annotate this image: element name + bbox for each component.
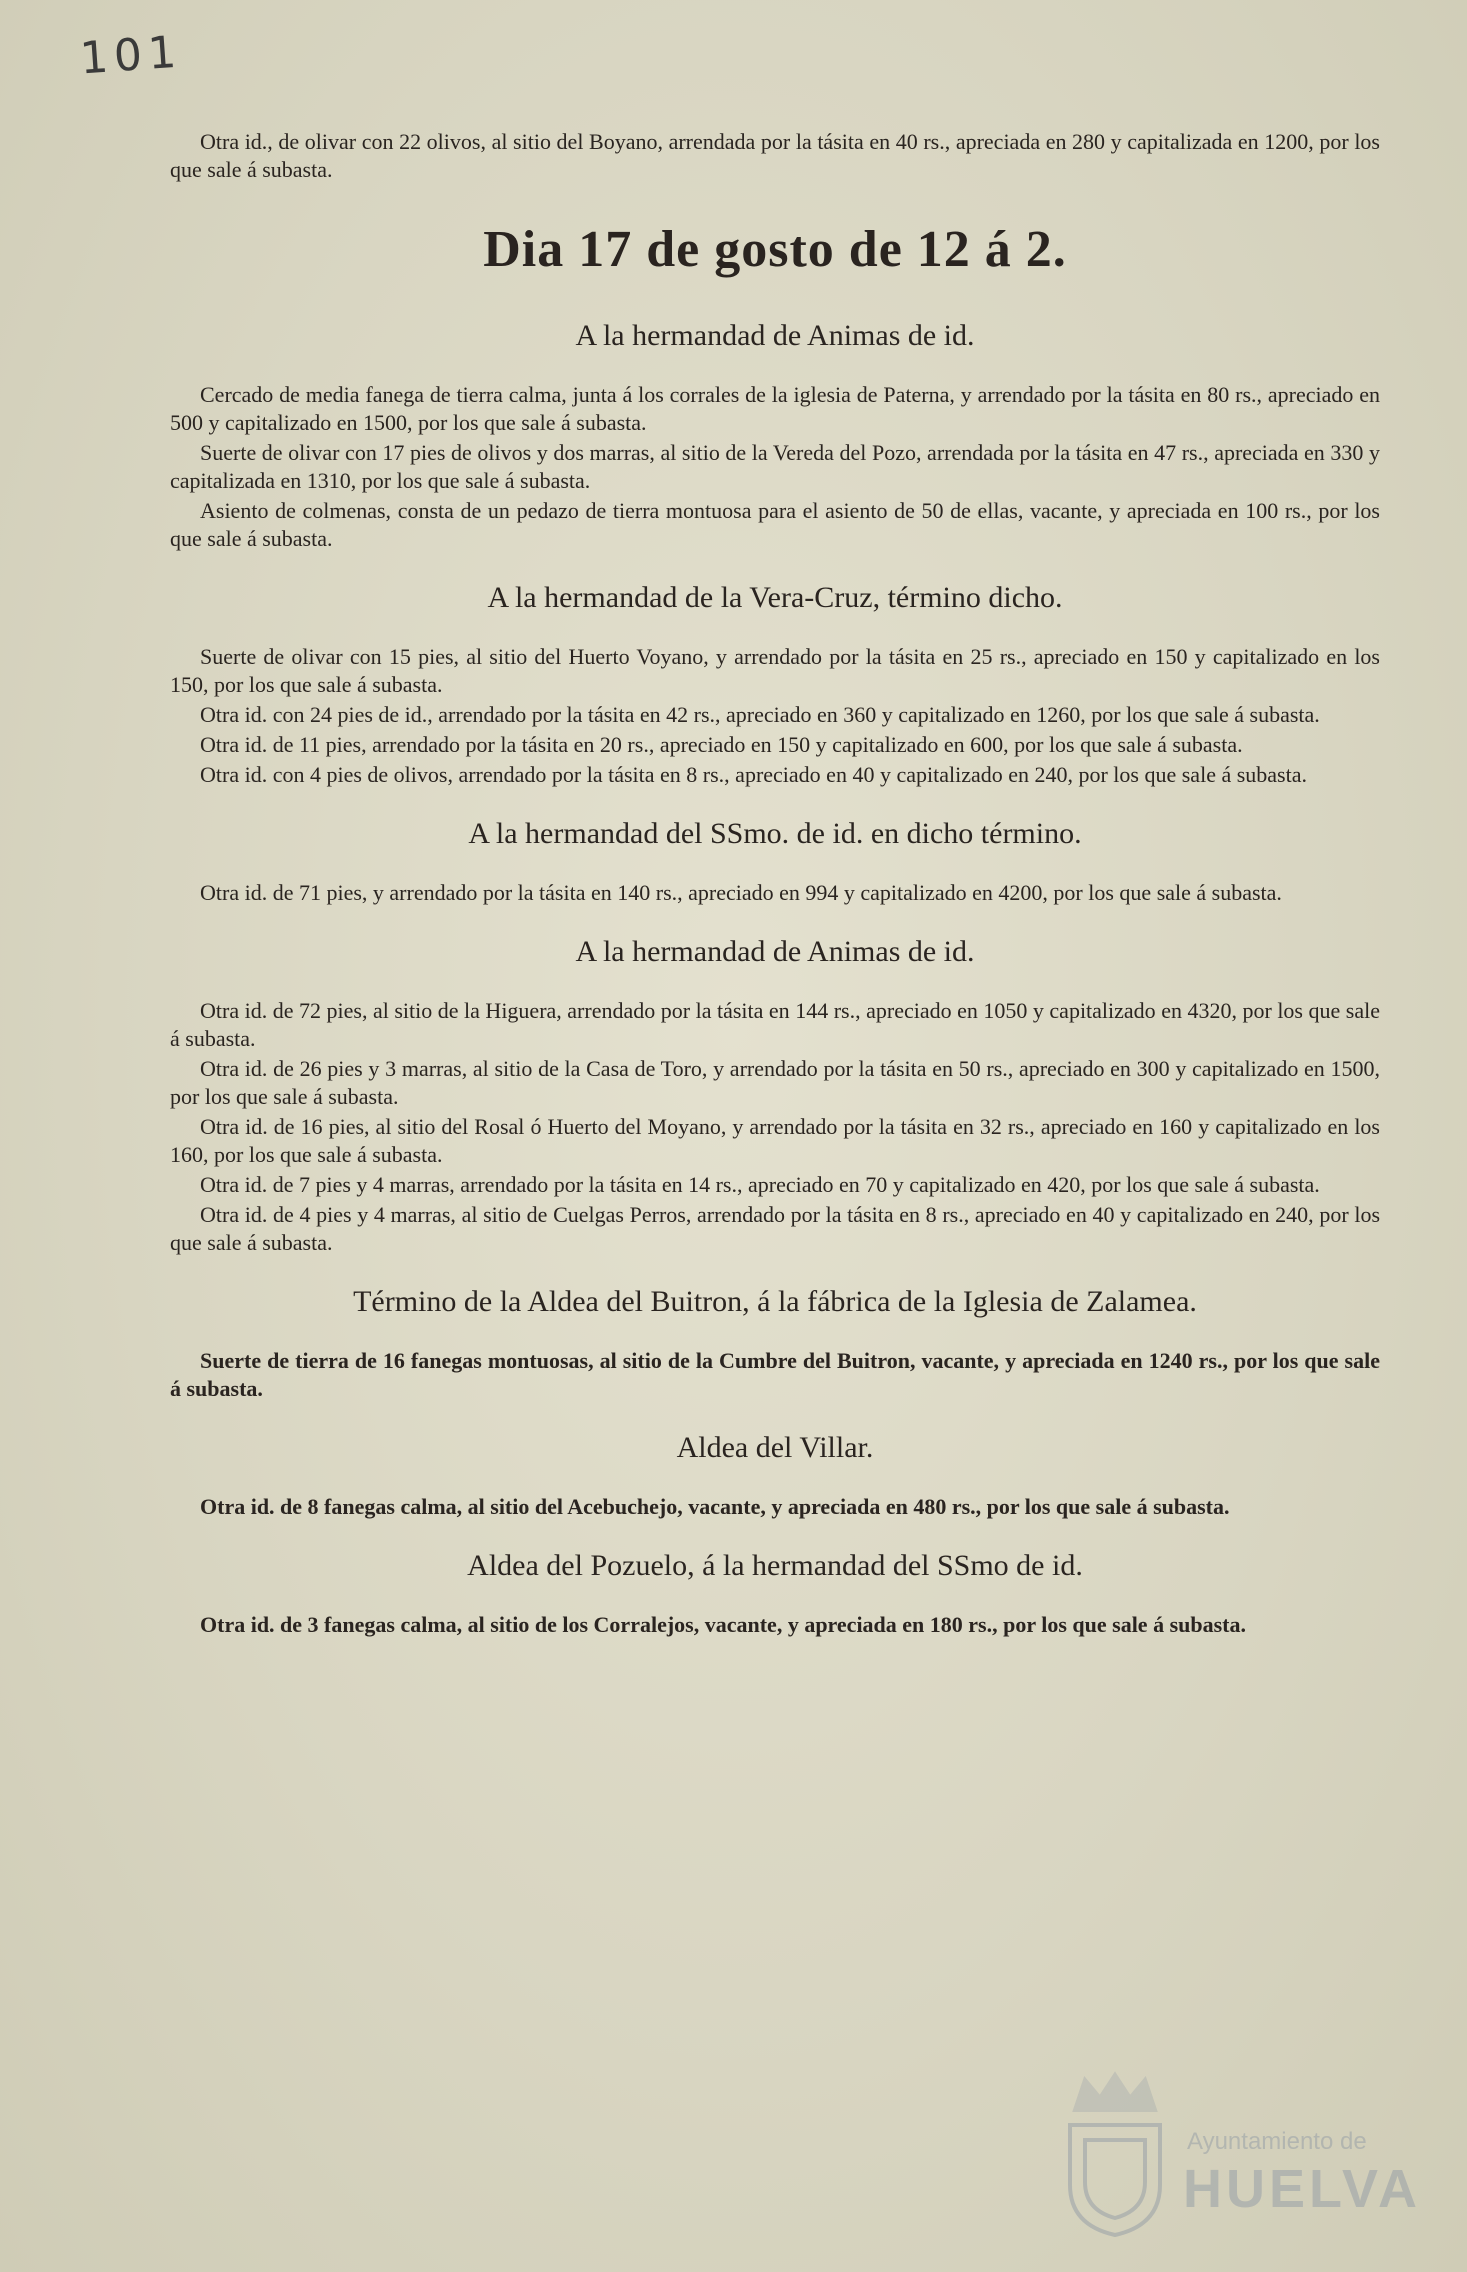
section-paragraph: Otra id. de 16 pies, al sitio del Rosal ó Huerto del Moyano, y arrendado por la tásita en 32 rs., apreciado en 160 y capitalizado en los 160, por los que sale á subasta. [170,1114,1380,1167]
section-heading: A la hermandad del SSmo. de id. en dicho término. [468,817,1082,850]
section-heading: A la hermandad de la Vera-Cruz, término dicho. [487,581,1063,614]
section-heading: Término de la Aldea del Buitron, á la fábrica de la Iglesia de Zalamea. [353,1285,1197,1318]
section-paragraph: Suerte de olivar con 15 pies, al sitio del Huerto Voyano, y arrendado por la tásita en 25 rs., apreciado en 150 y capitalizado en los 150, por los que sale á subasta. [170,644,1380,697]
section-heading: A la hermandad de Animas de id. [575,935,975,968]
section-paragraph: Otra id. con 4 pies de olivos, arrendado por la tásita en 8 rs., apreciado en 40 y capitalizado en 240, por los que sale á subasta. [200,762,1307,787]
section-paragraph: Suerte de olivar con 17 pies de olivos y dos marras, al sitio de la Vereda del Pozo, arrendada por la tásita en 47 rs., apreciada en 330 y capitalizada en 1310, por los que sale á subasta. [170,440,1380,493]
section-paragraph: Asiento de colmenas, consta de un pedazo de tierra montuosa para el asiento de 50 de ellas, vacante, y apreciada en 100 rs., por los que sale á subasta. [170,498,1380,551]
section-paragraph: Otra id. de 8 fanegas calma, al sitio del Acebuchejo, vacante, y apreciada en 480 rs., por los que sale á subasta. [200,1494,1230,1519]
handwritten-note: 101 [78,26,184,85]
section-paragraph: Otra id. de 4 pies y 4 marras, al sitio de Cuelgas Perros, arrendado por la tásita en 8 rs., apreciado en 40 y capitalizado en 240, por los que sale á subasta. [170,1202,1380,1255]
watermark-logo [1055,2070,1421,2240]
day-title: Dia 17 de gosto de 12 á 2. [483,221,1067,278]
section-paragraph: Otra id. de 26 pies y 3 marras, al sitio de la Casa de Toro, y arrendado por la tásita en 50 rs., apreciado en 300 y capitalizado en 1500, por los que sale á subasta. [170,1056,1380,1109]
section-paragraph: Otra id. de 71 pies, y arrendado por la tásita en 140 rs., apreciado en 994 y capitalizado en 4200, por los que sale á subasta. [200,880,1282,905]
section-heading: Aldea del Villar. [676,1431,874,1464]
crown-shield-icon [1055,2070,1175,2240]
intro-paragraph: Otra id., de olivar con 22 olivos, al sitio del Boyano, arrendada por la tásita en 40 rs., apreciada en 280 y capitalizada en 1200, por los que sale á subasta. [170,129,1380,182]
section-paragraph: Otra id. de 7 pies y 4 marras, arrendado por la tásita en 14 rs., apreciado en 70 y capitalizado en 420, por los que sale á subasta. [200,1172,1320,1197]
watermark-line2: HUELVA [1183,2159,1421,2219]
section-paragraph: Otra id. de 72 pies, al sitio de la Higuera, arrendado por la tásita en 144 rs., apreciado en 1050 y capitalizado en 4320, por los que sale á subasta. [170,998,1380,1051]
section-paragraph: Cercado de media fanega de tierra calma, junta á los corrales de la iglesia de Paterna, y arrendado por la tásita en 80 rs., apreciado en 500 y capitalizado en 1500, por los que sale á subasta. [170,382,1380,435]
sections-container [170,319,1380,1639]
section-paragraph: Otra id. de 11 pies, arrendado por la tásita en 20 rs., apreciado en 150 y capitalizado en 600, por los que sale á subasta. [200,732,1243,757]
document-body [170,128,1380,1641]
section-paragraph: Otra id. con 24 pies de id., arrendado por la tásita en 42 rs., apreciado en 360 y capitalizado en 1260, por los que sale á subasta. [200,702,1320,727]
section-heading: A la hermandad de Animas de id. [575,319,975,352]
section-paragraph: Suerte de tierra de 16 fanegas montuosas, al sitio de la Cumbre del Buitron, vacante, y apreciada en 1240 rs., por los que sale á subasta. [170,1348,1380,1401]
section-heading: Aldea del Pozuelo, á la hermandad del SSmo de id. [467,1549,1083,1582]
watermark-line1: Ayuntamiento de [1187,2128,1367,2155]
section-paragraph: Otra id. de 3 fanegas calma, al sitio de los Corralejos, vacante, y apreciada en 180 rs., por los que sale á subasta. [200,1612,1246,1637]
